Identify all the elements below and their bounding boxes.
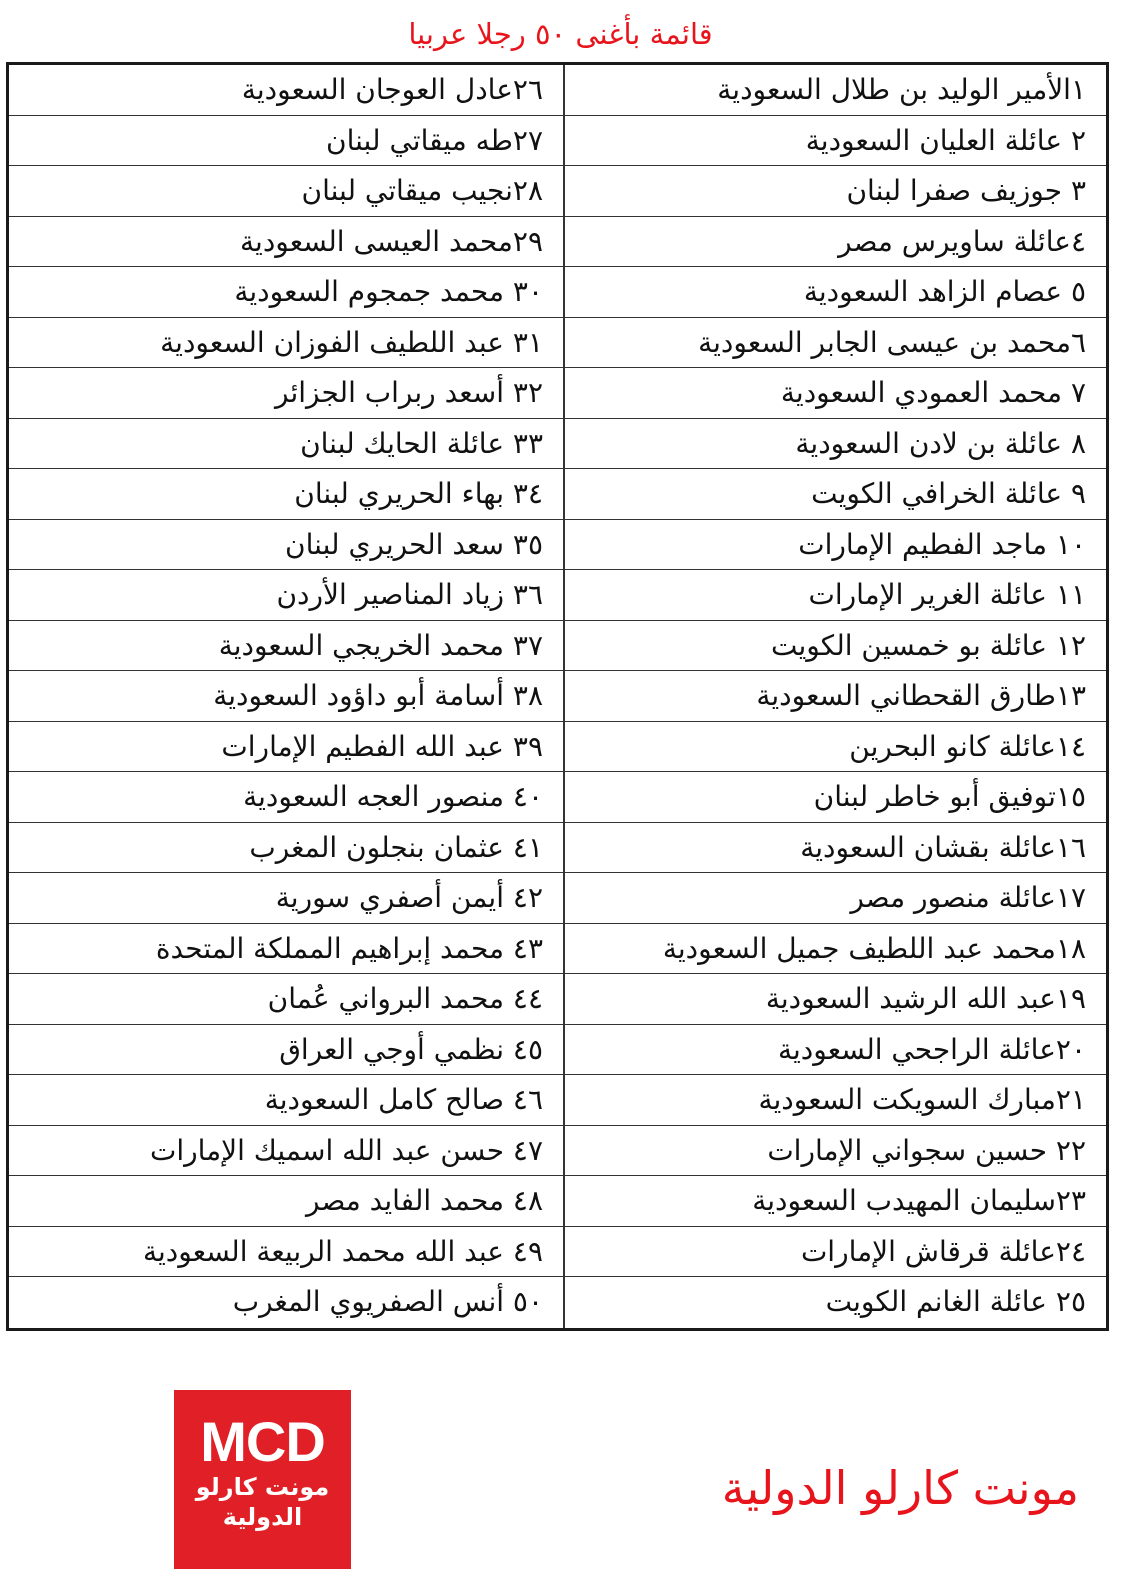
list-item-right: ٢٠عائلة الراجحي السعودية [563, 1025, 1106, 1076]
list-item-left: ٣١ عبد اللطيف الفوزان السعودية [9, 318, 563, 369]
list-item-left: ٤٢ أيمن أصفري سورية [9, 873, 563, 924]
list-item-left: ٤٠ منصور العجه السعودية [9, 772, 563, 823]
list-item-right: ١٥توفيق أبو خاطر لبنان [563, 772, 1106, 823]
logo-line2: الدولية [222, 1503, 303, 1531]
list-item-right: ١٩عبد الله الرشيد السعودية [563, 974, 1106, 1025]
mcd-logo [174, 1390, 351, 1569]
page-title: قائمة بأغنى ٥٠ رجلا عربيا [408, 17, 713, 51]
list-item-right: ١٦عائلة بقشان السعودية [563, 823, 1106, 874]
list-item-right: ٣ جوزيف صفرا لبنان [563, 166, 1106, 217]
list-item-left: ٣٨ أسامة أبو داؤود السعودية [9, 671, 563, 722]
list-item-right: ٩ عائلة الخرافي الكويت [563, 469, 1106, 520]
list-item-left: ٤١ عثمان بنجلون المغرب [9, 823, 563, 874]
list-item-right: ٢ عائلة العليان السعودية [563, 116, 1106, 167]
list-item-right: ٢٢ حسين سجواني الإمارات [563, 1126, 1106, 1177]
list-item-right: ١٣طارق القحطاني السعودية [563, 671, 1106, 722]
list-item-left: ٢٨نجيب ميقاتي لبنان [9, 166, 563, 217]
list-item-right: ١٧عائلة منصور مصر [563, 873, 1106, 924]
list-item-right: ٤عائلة ساويرس مصر [563, 217, 1106, 268]
list-item-right: ٧ محمد العمودي السعودية [563, 368, 1106, 419]
list-item-left: ٤٥ نظمي أوجي العراق [9, 1025, 563, 1076]
list-item-right: ١الأمير الوليد بن طلال السعودية [563, 65, 1106, 116]
list-item-right: ١٢ عائلة بو خمسين الكويت [563, 621, 1106, 672]
list-item-right: ٥ عصام الزاهد السعودية [563, 267, 1106, 318]
list-item-right: ٨ عائلة بن لادن السعودية [563, 419, 1106, 470]
list-item-left: ٣٠ محمد جمجوم السعودية [9, 267, 563, 318]
list-item-left: ٤٨ محمد الفايد مصر [9, 1176, 563, 1227]
list-item-right: ١٨محمد عبد اللطيف جميل السعودية [563, 924, 1106, 975]
logo-abbr: MCD [200, 1410, 325, 1473]
richest-list-table [6, 62, 1109, 1331]
list-item-right: ٢٣سليمان المهيدب السعودية [563, 1176, 1106, 1227]
list-item-left: ٣٩ عبد الله الفطيم الإمارات [9, 722, 563, 773]
list-item-left: ٢٧طه ميقاتي لبنان [9, 116, 563, 167]
list-item-left: ٢٦عادل العوجان السعودية [9, 65, 563, 116]
list-item-right: ٢٤عائلة قرقاش الإمارات [563, 1227, 1106, 1278]
list-item-left: ٣٥ سعد الحريري لبنان [9, 520, 563, 571]
list-item-left: ٣٣ عائلة الحايك لبنان [9, 419, 563, 470]
list-item-right: ١٤عائلة كانو البحرين [563, 722, 1106, 773]
list-item-left: ٤٣ محمد إبراهيم المملكة المتحدة [9, 924, 563, 975]
list-item-right: ١١ عائلة الغرير الإمارات [563, 570, 1106, 621]
list-item-left: ٤٤ محمد البرواني عُمان [9, 974, 563, 1025]
list-item-right: ١٠ ماجد الفطيم الإمارات [563, 520, 1106, 571]
logo-line1: مونت كارلو [195, 1473, 330, 1501]
list-item-left: ٣٦ زياد المناصير الأردن [9, 570, 563, 621]
list-item-left: ٣٢ أسعد ربراب الجزائر [9, 368, 563, 419]
list-item-left: ٤٦ صالح كامل السعودية [9, 1075, 563, 1126]
list-item-right: ٦محمد بن عيسى الجابر السعودية [563, 318, 1106, 369]
list-item-left: ٤٩ عبد الله محمد الربيعة السعودية [9, 1227, 563, 1278]
list-item-left: ٥٠ أنس الصفريوي المغرب [232, 1285, 543, 1318]
list-item-left: ٣٤ بهاء الحريري لبنان [9, 469, 563, 520]
list-item-left: ٢٩محمد العيسى السعودية [9, 217, 563, 268]
list-item-right: ٢١مبارك السويكت السعودية [563, 1075, 1106, 1126]
footer-brand-text: مونت كارلو الدولية [721, 1461, 1079, 1515]
list-item-left: ٣٧ محمد الخريجي السعودية [9, 621, 563, 672]
list-item-left: ٤٧ حسن عبد الله اسميك الإمارات [9, 1126, 563, 1177]
list-item-right: ٢٥ عائلة الغانم الكويت [563, 1277, 1106, 1328]
